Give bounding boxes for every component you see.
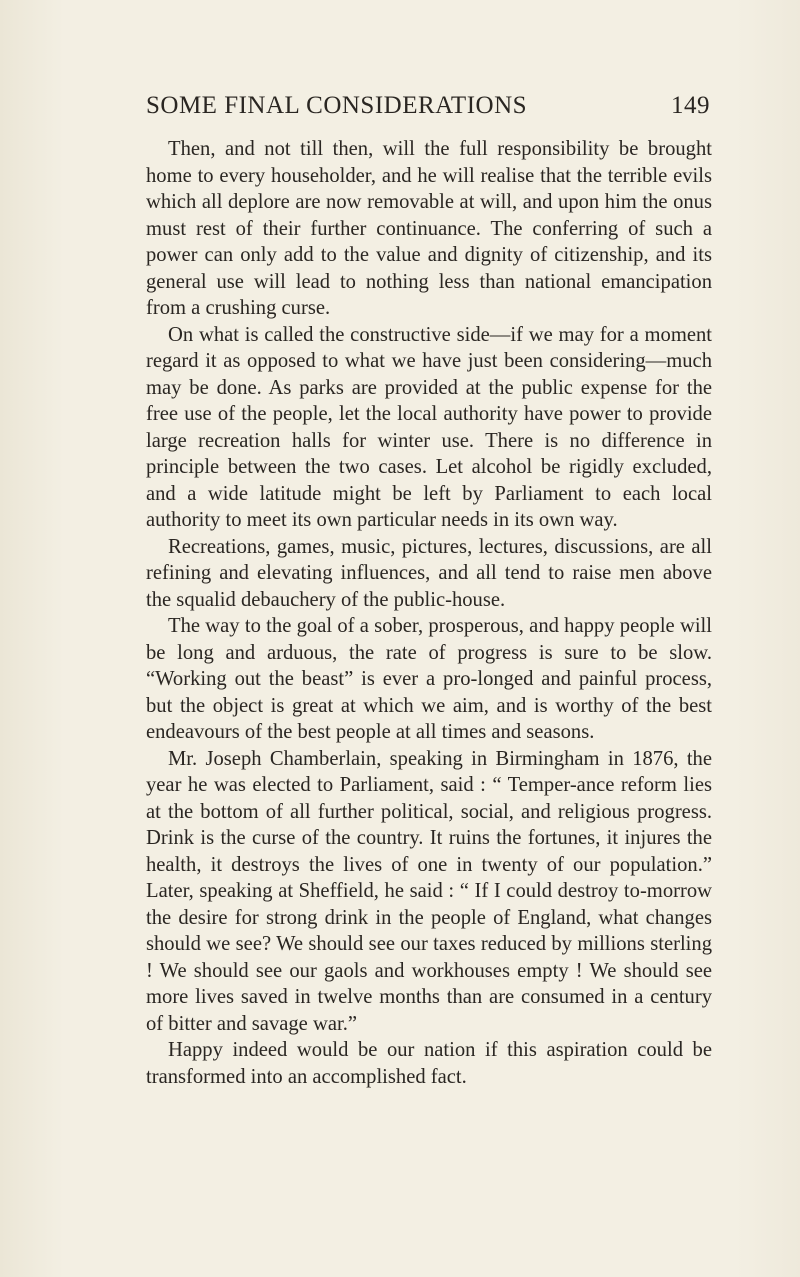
page-number: 149	[671, 92, 710, 119]
paragraph: On what is called the constructive side—if we may for a moment regard it as opposed to what we have just been considering—much may be done. As parks are provided at the public expense for the free use of the people, let the local authority have power to provide large recreation halls for winter use. There is no difference in principle between the two cases. Let alcohol be rigidly excluded, and a wide latitude might be left by Parliament to each local authority to meet its own particular needs in its own way.	[146, 323, 712, 531]
running-head	[146, 92, 710, 126]
paragraph: The way to the goal of a sober, prosperous, and happy people will be long and arduous, the rate of progress is sure to be slow. “Working out the beast” is ever a pro-longed and painful process, but the object is great at which we aim, and is worthy of the best endeavours of the best people at all times and seasons.	[146, 615, 712, 743]
paragraph: Then, and not till then, will the full responsibility be brought home to every householder, and he will realise that the terrible evils which all deplore are now removable at will, and upon him the onus must rest of their further continuance. The conferring of such a power can only add to the value and dignity of citizenship, and its general use will lead to nothing less than national emancipation from a crushing curse.	[146, 138, 712, 319]
body-text	[146, 136, 712, 1090]
chapter-title: SOME FINAL CONSIDERATIONS	[146, 92, 528, 119]
paragraph: Mr. Joseph Chamberlain, speaking in Birmingham in 1876, the year he was elected to Parliament, said : “ Temper-ance reform lies at the bottom of all further political, social, and religious progress. Drink is the curse of the country. It ruins the fortunes, it injures the health, it destroys the lives of one in twenty of our population.” Later, speaking at Sheffield, he said : “ If I could destroy to-morrow the desire for strong drink in the people of England, what changes should we see? We should see our taxes reduced by millions sterling ! We should see our gaols and workhouses empty ! We should see more lives saved in twelve months than are consumed in a century of bitter and savage war.”	[146, 747, 712, 1035]
paragraph: Happy indeed would be our nation if this aspiration could be transformed into an accomplished fact.	[146, 1039, 712, 1088]
paragraph: Recreations, games, music, pictures, lectures, discussions, are all refining and elevating influences, and all tend to raise men above the squalid debauchery of the public-house.	[146, 535, 712, 611]
